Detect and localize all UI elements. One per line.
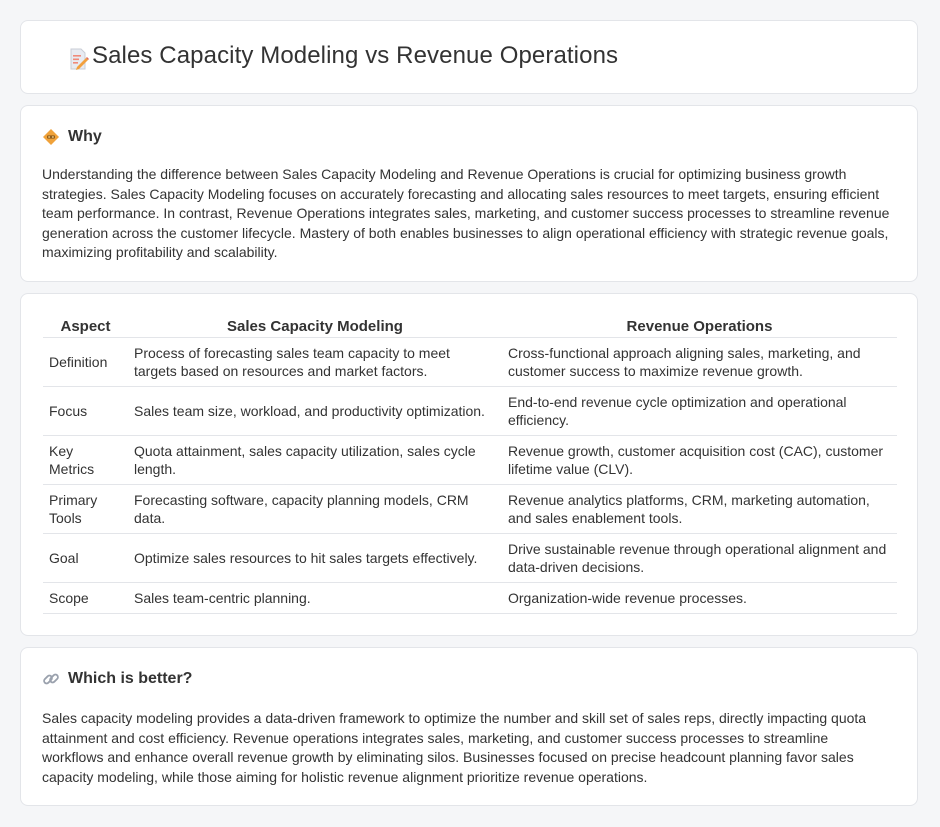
link-icon	[42, 670, 60, 688]
why-heading: Why	[68, 128, 102, 145]
table-header-row	[43, 315, 897, 338]
table-row	[43, 485, 897, 534]
title-card	[20, 20, 918, 94]
row-sales-capacity-modeling: Quota attainment, sales capacity utilization, sales cycle length.	[128, 436, 502, 485]
row-aspect: Scope	[43, 583, 128, 614]
document-pencil-icon	[66, 47, 90, 71]
row-sales-capacity-modeling: Sales team-centric planning.	[128, 583, 502, 614]
table-row	[43, 436, 897, 485]
row-sales-capacity-modeling: Process of forecasting sales team capacity to meet targets based on resources and market factors.	[128, 338, 502, 387]
row-revenue-operations: Cross-functional approach aligning sales, marketing, and customer success to maximize revenue growth.	[502, 338, 897, 387]
table-row	[43, 534, 897, 583]
why-section	[20, 105, 918, 282]
row-sales-capacity-modeling: Sales team size, workload, and productivity optimization.	[128, 387, 502, 436]
row-sales-capacity-modeling: Optimize sales resources to hit sales targets effectively.	[128, 534, 502, 583]
row-revenue-operations: End-to-end revenue cycle optimization and operational efficiency.	[502, 387, 897, 436]
which-is-better-section	[20, 647, 918, 806]
row-revenue-operations: Revenue analytics platforms, CRM, marketing automation, and sales enablement tools.	[502, 485, 897, 534]
comparison-section	[20, 293, 918, 636]
header-aspect: Aspect	[43, 315, 128, 338]
which-is-better-heading: Which is better?	[68, 670, 193, 687]
row-aspect: Definition	[43, 338, 128, 387]
table-row	[43, 387, 897, 436]
page-title: Sales Capacity Modeling vs Revenue Operations	[92, 42, 619, 69]
why-text: Understanding the difference between Sales Capacity Modeling and Revenue Operations is crucial for optimizing business growth strategies. Sales Capacity Modeling focuses on accurately forecasting and allocating sales resources to meet targets, ensuring efficient team performance. In contrast, Revenue Operations integrates sales, marketing, and customer success processes to streamline revenue generation across the customer lifecycle. Mastery of both enables businesses to align operational efficiency with strategic revenue goals, maximizing profitability and scalability.	[42, 166, 890, 261]
header-revenue-operations: Revenue Operations	[502, 315, 897, 338]
table-row	[43, 583, 897, 614]
row-revenue-operations: Revenue growth, customer acquisition cost (CAC), customer lifetime value (CLV).	[502, 436, 897, 485]
row-sales-capacity-modeling: Forecasting software, capacity planning models, CRM data.	[128, 485, 502, 534]
row-aspect: Key Metrics	[43, 436, 128, 485]
row-aspect: Focus	[43, 387, 128, 436]
row-revenue-operations: Organization-wide revenue processes.	[502, 583, 897, 614]
which-is-better-text: Sales capacity modeling provides a data-driven framework to optimize the number and skill set of sales reps, directly impacting quota attainment and cost efficiency. Revenue operations integrates sales, marketing, and customer success processes to streamline workflows and enhance overall revenue growth by eliminating silos. Businesses focused on precise headcount planning favor sales capacity modeling, while those aiming for holistic revenue alignment prioritize revenue operations.	[42, 710, 867, 785]
row-revenue-operations: Drive sustainable revenue through operational alignment and data-driven decisions.	[502, 534, 897, 583]
row-aspect: Goal	[43, 534, 128, 583]
table-row	[43, 338, 897, 387]
diamond-warning-icon	[42, 128, 60, 146]
comparison-table	[43, 315, 897, 614]
header-sales-capacity-modeling: Sales Capacity Modeling	[128, 315, 502, 338]
row-aspect: Primary Tools	[43, 485, 128, 534]
